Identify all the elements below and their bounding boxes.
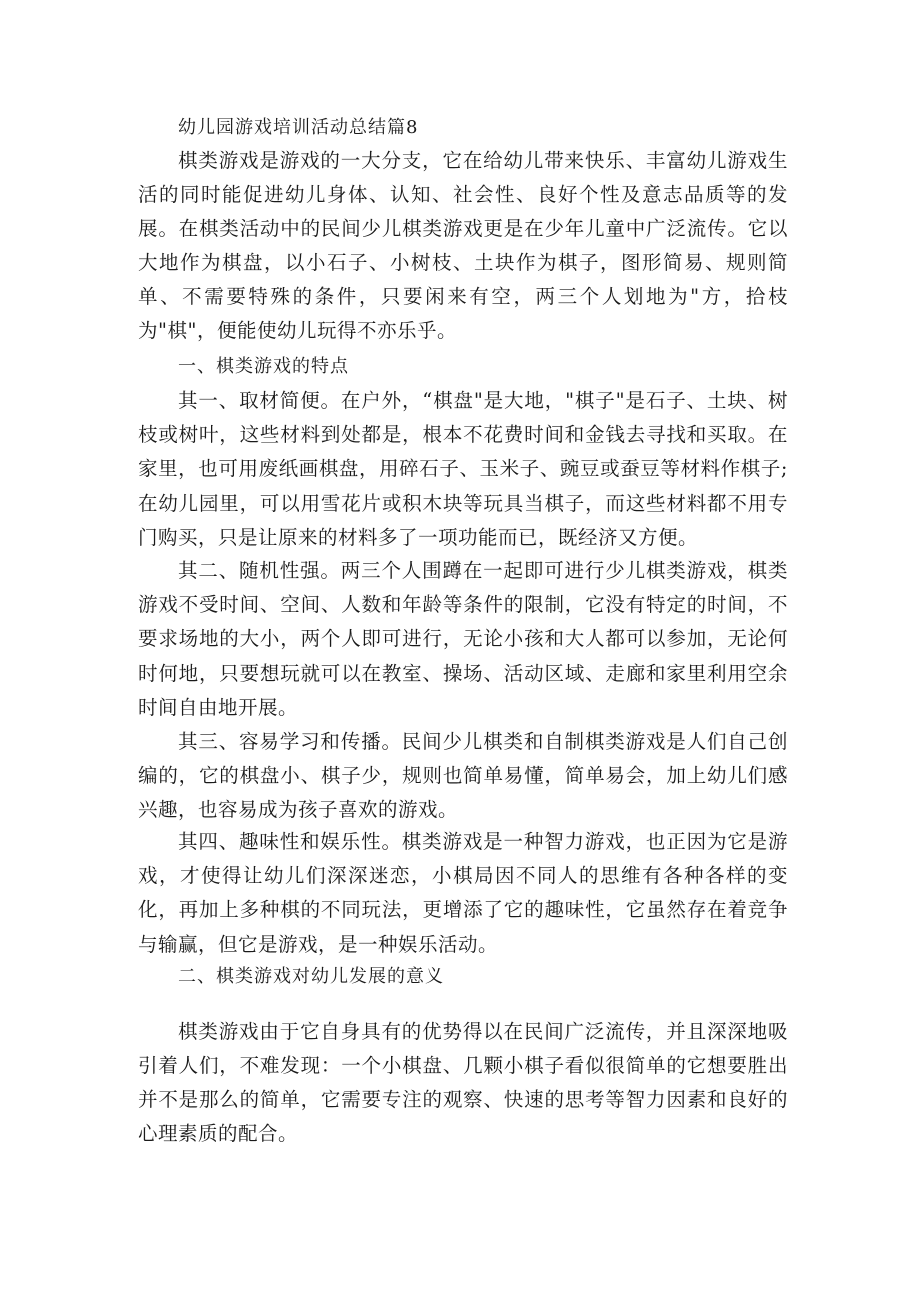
section-heading-significance: 二、棋类游戏对幼儿发展的意义 — [178, 966, 444, 987]
document-title: 幼儿园游戏培训活动总结篇8 — [178, 117, 419, 138]
paragraph-feature-3: 其三、容易学习和传播。民间少儿棋类和自制棋类游戏是人们自己创编的，它的棋盘小、棋子少，规则也简单易懂，简单易会，加上幼儿们感兴趣，也容易成为孩子喜欢的游戏。 — [138, 730, 788, 822]
paragraph-significance: 棋类游戏由于它自身具有的优势得以在民间广泛流传，并且深深地吸引着人们，不难发现：一个小棋盘、几颗小棋子看似很简单的它想要胜出并不是那么的简单，它需要专注的观察、快速的思考等智力因素和良好的心理素质的配合。 — [138, 1020, 788, 1145]
paragraph-intro: 棋类游戏是游戏的一大分支，它在给幼儿带来快乐、丰富幼儿游戏生活的同时能促进幼儿身体、认知、社会性、良好个性及意志品质等的发展。在棋类活动中的民间少儿棋类游戏更是在少年儿童中广泛流传。它以大地作为棋盘，以小石子、小树枝、土块作为棋子，图形简易、规则简单、不需要特殊的条件，只要闲来有空，两三个人划地为"方，拾枝为"棋"，便能使幼儿玩得不亦乐乎。 — [138, 149, 788, 342]
section-heading-features: 一、棋类游戏的特点 — [178, 356, 349, 377]
paragraph-feature-4: 其四、趣味性和娱乐性。棋类游戏是一种智力游戏，也正因为它是游戏，才使得让幼儿们深深迷恋，小棋局因不同人的思维有各种各样的变化，再加上多种棋的不同玩法，更增添了它的趣味性，它虽然存在着竞争与输赢，但它是游戏，是一种娱乐活动。 — [138, 830, 788, 956]
paragraph-feature-1: 其一、取材简便。在户外，“棋盘"是大地，"棋子"是石子、土块、树枝或树叶，这些材料到处都是，根本不花费时间和金钱去寻找和买取。在家里，也可用废纸画棋盘，用碎石子、玉米子、豌豆或蚕豆等材料作棋子;在幼儿园里，可以用雪花片或积木块等玩具当棋子，而这些材料都不用专门购买，只是让原来的材料多了一项功能而已，既经济又方便。 — [138, 389, 788, 549]
paragraph-feature-2: 其二、随机性强。两三个人围蹲在一起即可进行少儿棋类游戏，棋类游戏不受时间、空间、人数和年龄等条件的限制，它没有特定的时间，不要求场地的大小，两个人即可进行，无论小孩和大人都可以参加，无论何时何地，只要想玩就可以在教室、操场、活动区域、走廊和家里利用空余时间自由地开展。 — [138, 559, 788, 719]
